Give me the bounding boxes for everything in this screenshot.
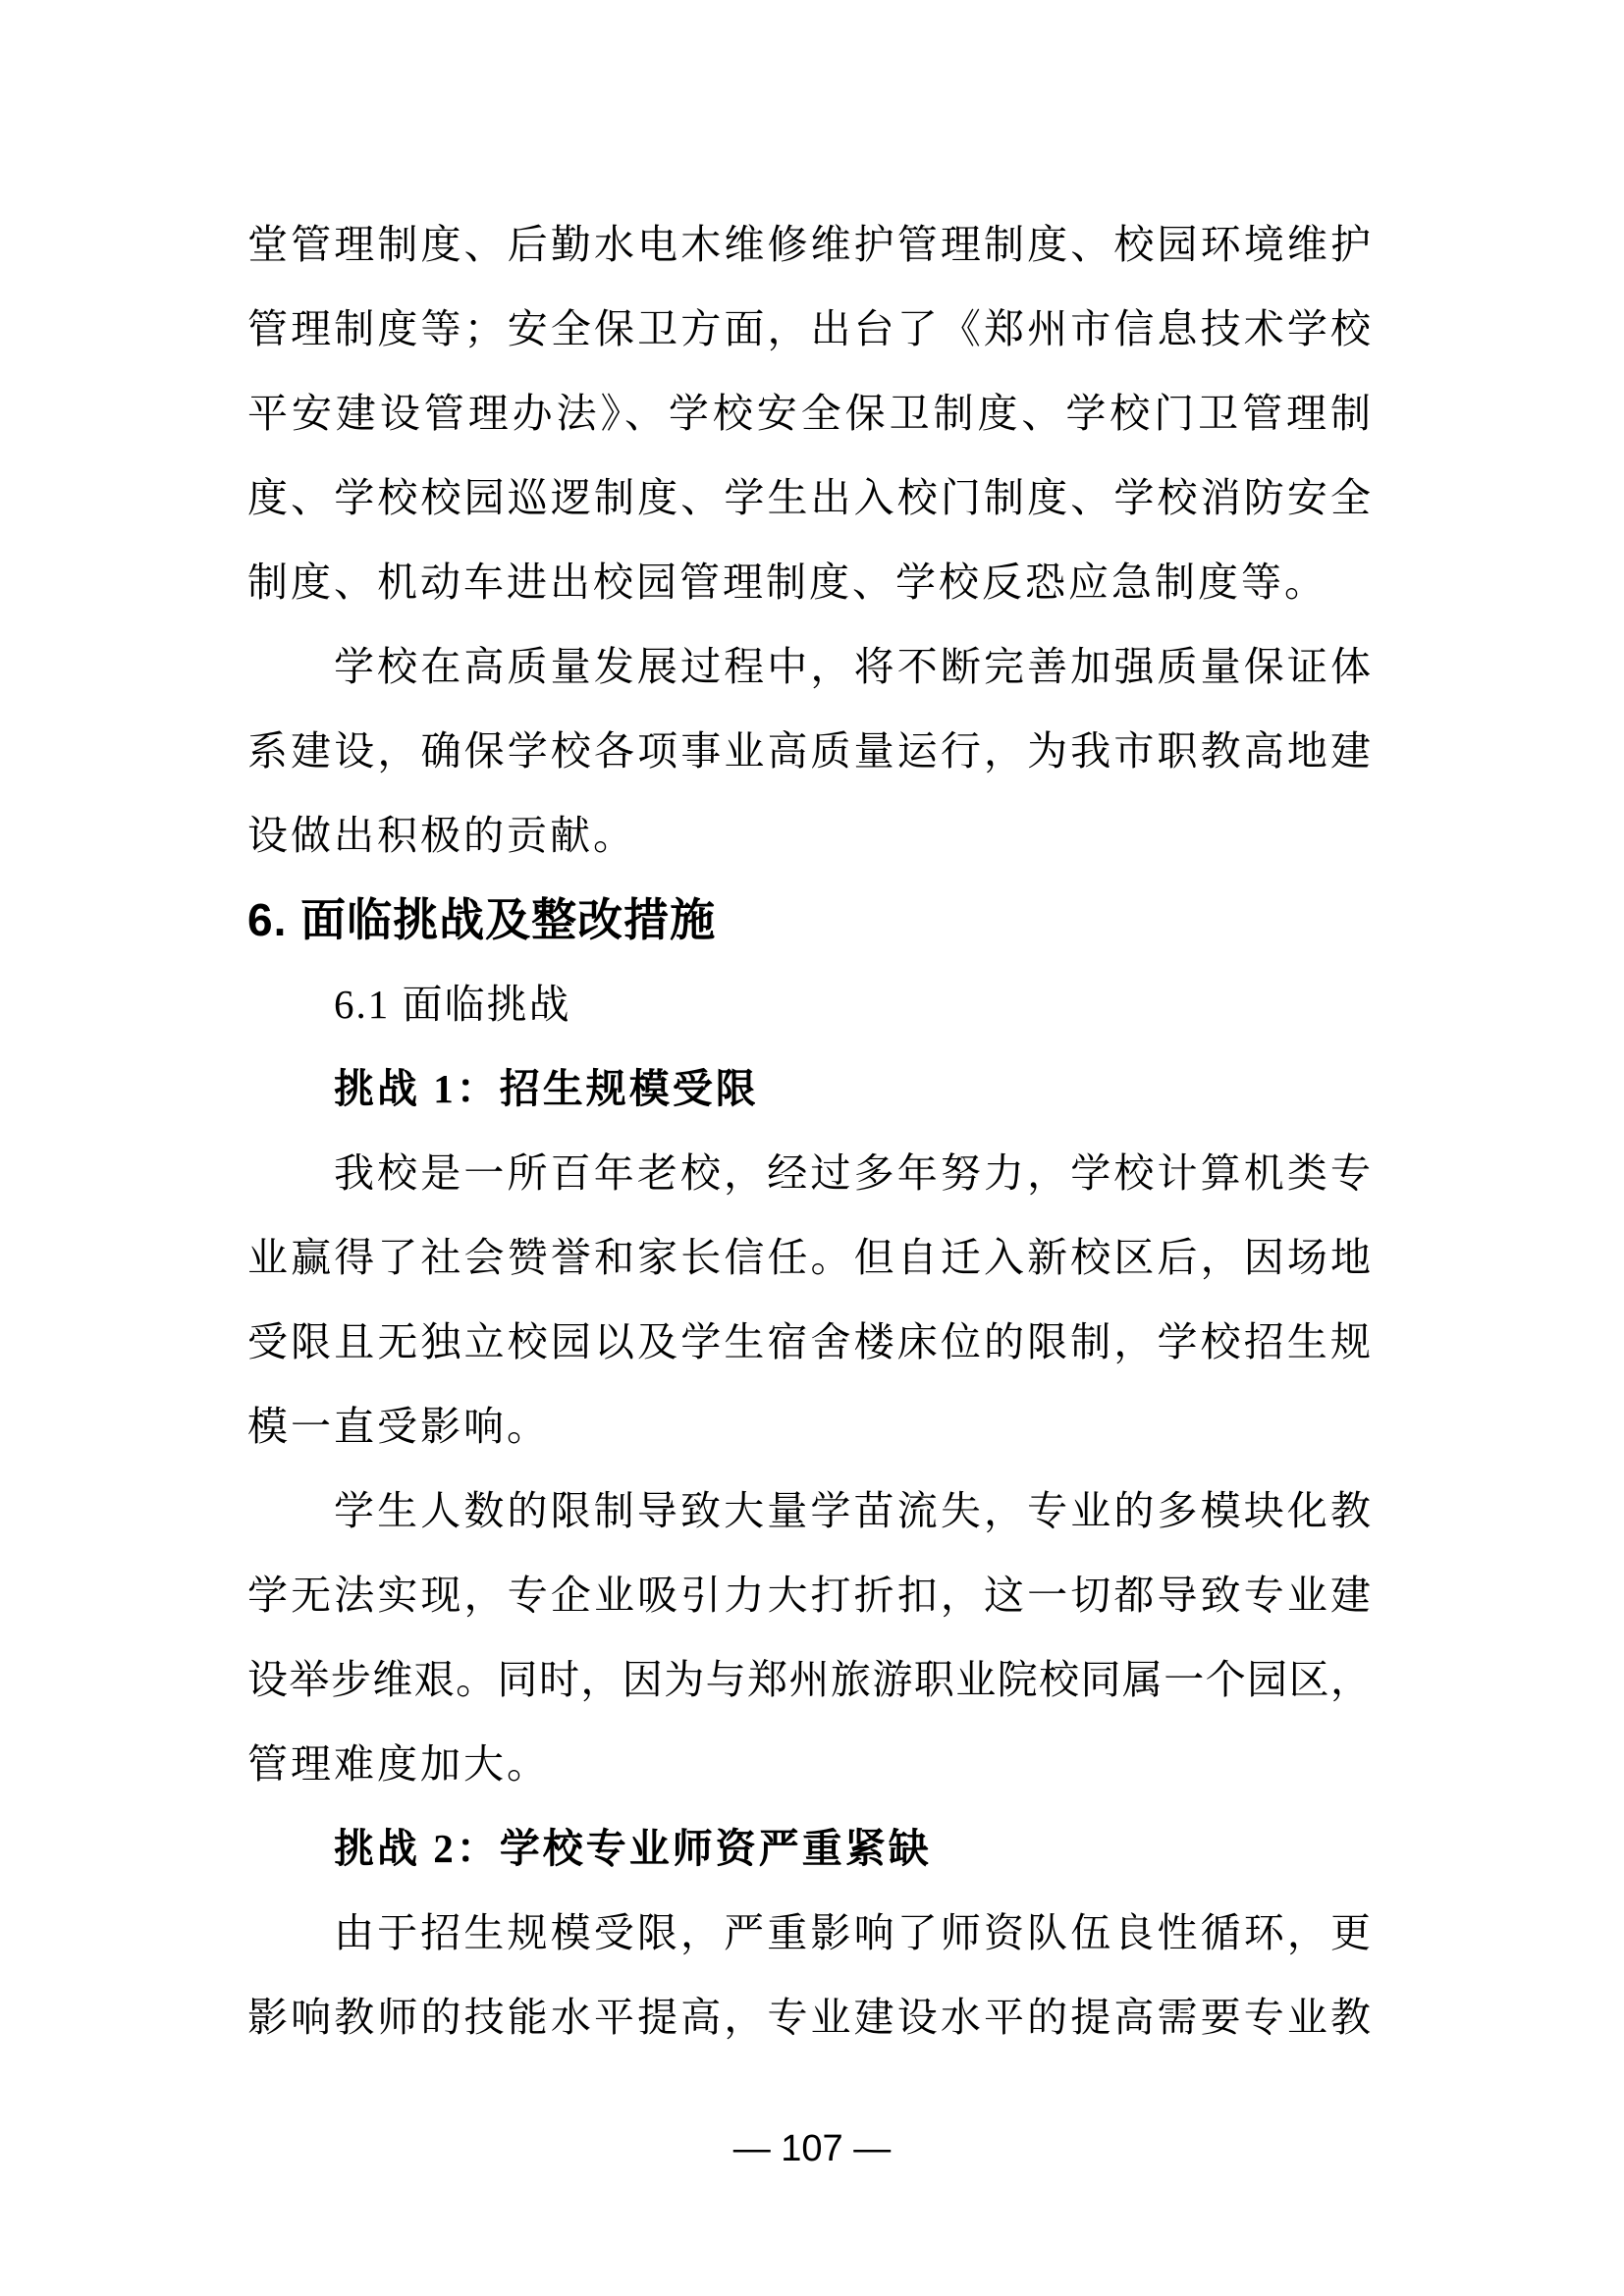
body-line: 堂管理制度、后勤水电木维修维护管理制度、校园环境维护 [247,222,1371,267]
body-line: 我校是一所百年老校，经过多年努力，学校计算机类专 [334,1150,1371,1196]
document-content [247,202,1371,2059]
body-line: 设举步维艰。同时，因为与郑州旅游职业院校同属一个园区， [247,1657,1371,1702]
body-line: 业赢得了社会赞誉和家长信任。但自迁入新校区后，因场地 [247,1235,1371,1280]
body-line: 学生人数的限制导致大量学苗流失，专业的多模块化教 [334,1488,1371,1533]
body-line: 受限且无独立校园以及学生宿舍楼床位的限制，学校招生规 [247,1319,1371,1364]
challenge-2-heading: 挑战 2：学校专业师资严重紧缺 [334,1826,932,1871]
body-line: 平安建设管理办法》、学校安全保卫制度、学校门卫管理制 [247,391,1371,436]
body-line: 由于招生规模受限，严重影响了师资队伍良性循环，更 [334,1910,1371,1955]
body-line: 设做出积极的贡献。 [247,813,636,858]
body-line: 系建设，确保学校各项事业高质量运行，为我市职教高地建 [247,728,1371,774]
body-line: 管理制度等；安全保卫方面，出台了《郑州市信息技术学校 [247,306,1371,351]
body-line: 学无法实现，专企业吸引力大打折扣，这一切都导致专业建 [247,1573,1371,1618]
body-line: 影响教师的技能水平提高，专业建设水平的提高需要专业教 [247,1995,1371,2040]
body-line: 度、学校校园巡逻制度、学生出入校门制度、学校消防安全 [247,475,1371,520]
challenge-1-heading: 挑战 1：招生规模受限 [334,1066,759,1111]
page-number: — 107 — [732,2128,892,2169]
body-line: 制度、机动车进出校园管理制度、学校反恐应急制度等。 [247,560,1327,605]
body-line: 模一直受影响。 [247,1404,550,1449]
body-line: 学校在高质量发展过程中，将不断完善加强质量保证体 [334,644,1371,689]
subsection-heading: 6.1 面临挑战 [334,982,571,1027]
section-heading: 6. 面临挑战及整改措施 [247,894,717,945]
body-line: 管理难度加大。 [247,1741,550,1787]
